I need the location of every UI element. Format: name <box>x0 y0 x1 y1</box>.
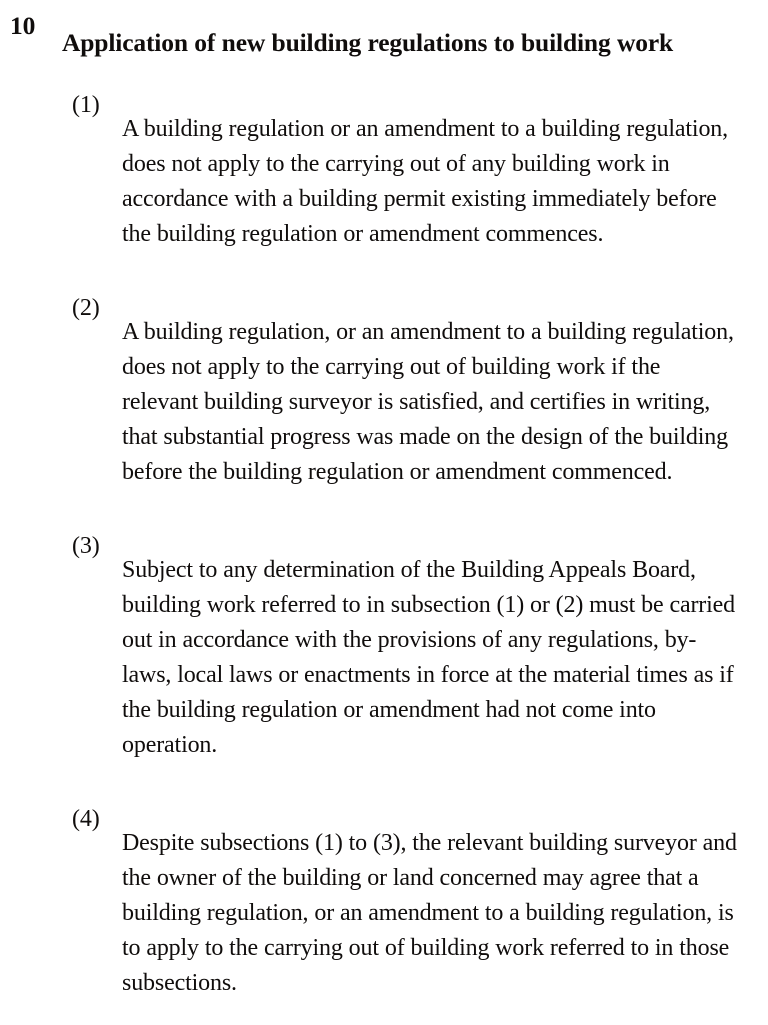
subsection-item <box>72 802 742 1025</box>
subsection-list <box>0 88 768 1025</box>
subsection-item <box>72 88 742 276</box>
section-heading <box>0 0 768 77</box>
section-number: 10 <box>10 11 36 40</box>
page-title: Application of new building regulations to building work <box>62 28 674 58</box>
subsection-marker: (1) <box>72 92 100 119</box>
subsection-marker: (4) <box>72 806 100 833</box>
subsection-text: A building regulation or an amendment to a building regulation, does not apply to the carrying out of any building work in accordance with a building permit existing immediately before the building regulation or amendment commences. <box>122 116 728 248</box>
subsection-item <box>72 291 742 514</box>
subsection-marker: (2) <box>72 295 100 322</box>
subsection-text: A building regulation, or an amendment to a building regulation, does not apply to the carrying out of building work if the relevant building surveyor is satisfied, and certifies in writing, that substantial progress was made on the design of the building before the building regulation or amendment commenced. <box>122 319 734 486</box>
subsection-item <box>72 529 742 787</box>
subsection-text: Despite subsections (1) to (3), the relevant building surveyor and the owner of the building or land concerned may agree that a building regulation, or an amendment to a building regulation, is to apply to the carrying out of building work referred to in those subsections. <box>122 830 737 997</box>
subsection-text: Subject to any determination of the Building Appeals Board, building work referred to in subsection (1) or (2) must be carried out in accordance with the provisions of any regulations, by-laws, local laws or enactments in force at the material times as if the building regulation or amendment had not come into operation. <box>122 557 736 759</box>
subsection-marker: (3) <box>72 533 100 560</box>
